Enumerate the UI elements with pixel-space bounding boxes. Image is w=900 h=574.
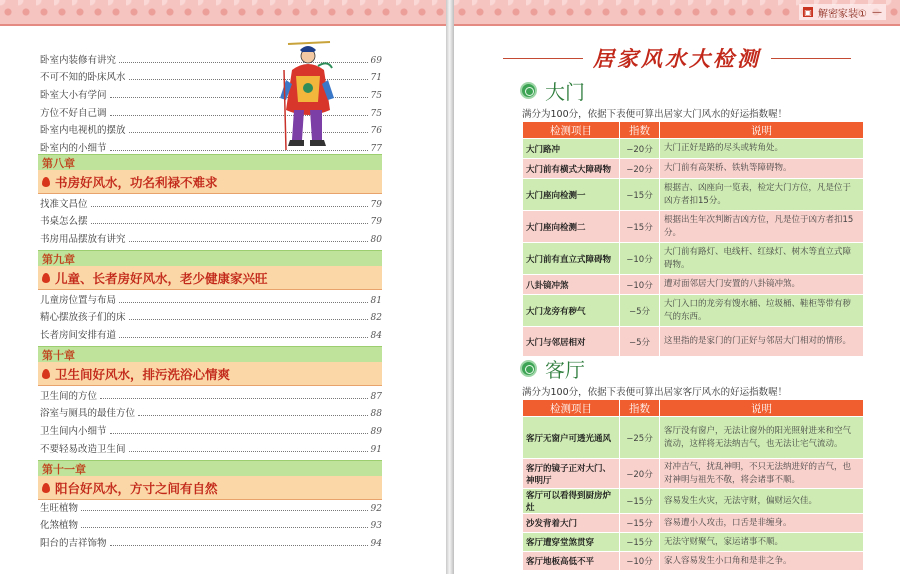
chapter-10-items [40,384,382,455]
toc-item[interactable]: 卫生间内小细节 89 [40,426,382,438]
flame-icon [42,483,50,493]
chapter-11-items [40,496,382,549]
chapter-title: 儿童、长者房好风水，老少健康家兴旺 [55,270,268,286]
table-row: 八卦镜冲煞 −10分 遭对面邻居大门安置的八卦镜冲煞。 [523,275,864,295]
left-page [0,0,446,574]
toc-item[interactable]: 化煞植物 93 [40,520,382,532]
table-row: 沙发背着大门 −15分 容易遭小人攻击，口舌是非缠身。 [523,514,864,533]
toc-item[interactable]: 找准文昌位 79 [40,198,382,210]
toc-item[interactable]: 儿童房位置与布局 81 [40,294,382,306]
table-row: 大门前有横式大障碍物 −20分 大门前有高架桥、铁轨等障碍物。 [523,159,864,179]
section-heading-door: 大门 [520,76,585,105]
table-row: 客厅地板高低不平 −10分 家人容易发生小口角和是非之争。 [523,552,864,571]
toc-item[interactable]: 书桌怎么摆 79 [40,216,382,228]
chapter-number: 第八章 [38,154,382,170]
door-god-illustration [278,40,336,160]
chapter-11-heading[interactable] [38,460,382,500]
section-intro: 满分为100分，依据下表便可算出居家客厅风水的好运指数喔！ [522,387,788,398]
table-row: 客厅遭穿堂煞贯穿 −15分 无法守财聚气，家运诸事不顺。 [523,533,864,552]
toc-item[interactable]: 不可不知的卧床风水 71 [40,72,382,84]
table-header-row: 检测项目 指数 说明 [523,122,864,139]
chapter-10-heading[interactable] [38,346,382,386]
page-title: 居家风水大检测 [454,43,900,73]
running-header: ▣ 解密家装① — [799,4,886,20]
right-page [454,0,900,574]
toc-item[interactable]: 不要轻易改造卫生间 91 [40,443,382,455]
chapter-9-items [40,288,382,341]
book-spine [446,0,454,574]
chapter-number: 第十章 [38,346,382,362]
section-intro: 满分为100分，依据下表便可算出居家大门风水的好运指数喔！ [522,109,788,120]
toc-item[interactable]: 卧室内装修有讲究 69 [40,54,382,66]
chapter-number: 第九章 [38,250,382,266]
table-row: 客厅的镜子正对大门、神明厅 −20分 对冲吉气，扰乱神明，不只无法纳进好的吉气，也对神明与祖先不敬，将会诸事不顺。 [523,459,864,489]
chapter-title: 卫生间好风水，排污洗浴心情爽 [55,366,231,382]
toc-item[interactable]: 卧室内电视机的摆放 76 [40,125,382,137]
table-row: 客厅无窗户可透光通风 −25分 客厅没有窗户，无法让窗外的阳光照射进来和空气流动，这样将无法纳吉气，也无法让宅气流动。 [523,417,864,459]
toc-item[interactable]: 阳台的吉祥饰物 94 [40,538,382,550]
table-row: 大门路冲 −20分 大门正好是路的尽头或转角处。 [523,139,864,159]
chapter-9-heading[interactable] [38,250,382,290]
toc-item[interactable]: 浴室与厕具的最佳方位 88 [40,408,382,420]
section-heading-living-room: 客厅 [520,354,585,383]
chapter-title: 书房好风水，功名利禄不难求 [55,174,218,190]
toc-item[interactable]: 书房用品摆放有讲究 80 [40,234,382,246]
table-row: 大门座向检测一 −15分 根据吉、凶座向一览表，检定大门方位，凡是位于凶方者扣15分。 [523,179,864,211]
door-check-table [522,121,864,357]
flame-icon [42,273,50,283]
chapter-8-heading[interactable] [38,154,382,194]
header-rule [454,24,900,26]
table-row: 大门座向检测二 −15分 根据出生年次判断吉凶方位，凡是位于凶方者扣15分。 [523,211,864,243]
toc-item[interactable]: 精心摆放孩子们的床 82 [40,312,382,324]
table-row: 大门前有直立式障碍物 −10分 大门前有路灯、电线杆、红绿灯、树木等直立式障碍物。 [523,243,864,275]
header-rule [0,24,446,26]
toc-item[interactable]: 卧室内的小细节 77 [40,143,382,155]
living-room-check-table [522,399,864,571]
flame-icon [42,177,50,187]
book-mark-icon: ▣ [804,7,812,17]
decorative-header-band [0,0,446,24]
flame-icon [42,369,50,379]
toc-item[interactable]: 卧室大小有学问 75 [40,90,382,102]
table-row: 大门与邻居相对 −5分 这里指的是家门的门正好与邻居大门相对的情形。 [523,327,864,357]
table-header-row: 检测项目 指数 说明 [523,400,864,417]
table-row: 客厅可以看得到厨房炉灶 −15分 容易发生火灾，无法守财，偏财运欠佳。 [523,489,864,514]
chapter-title: 阳台好风水，方寸之间有自然 [55,480,218,496]
toc-item[interactable]: 方位不好自己调 75 [40,107,382,119]
toc-item[interactable]: 生旺植物 92 [40,502,382,514]
toc-item[interactable]: 卫生间的方位 87 [40,390,382,402]
table-row: 大门龙旁有秽气 −5分 大门入口的龙旁有馊水桶、垃圾桶、鞋柜等带有秽气的东西。 [523,295,864,327]
jade-ball-icon [520,360,537,377]
chapter-8-items [40,192,382,245]
jade-ball-icon [520,82,537,99]
chapter-number: 第十一章 [38,460,382,476]
toc-item[interactable]: 长者房间安排有道 84 [40,330,382,342]
